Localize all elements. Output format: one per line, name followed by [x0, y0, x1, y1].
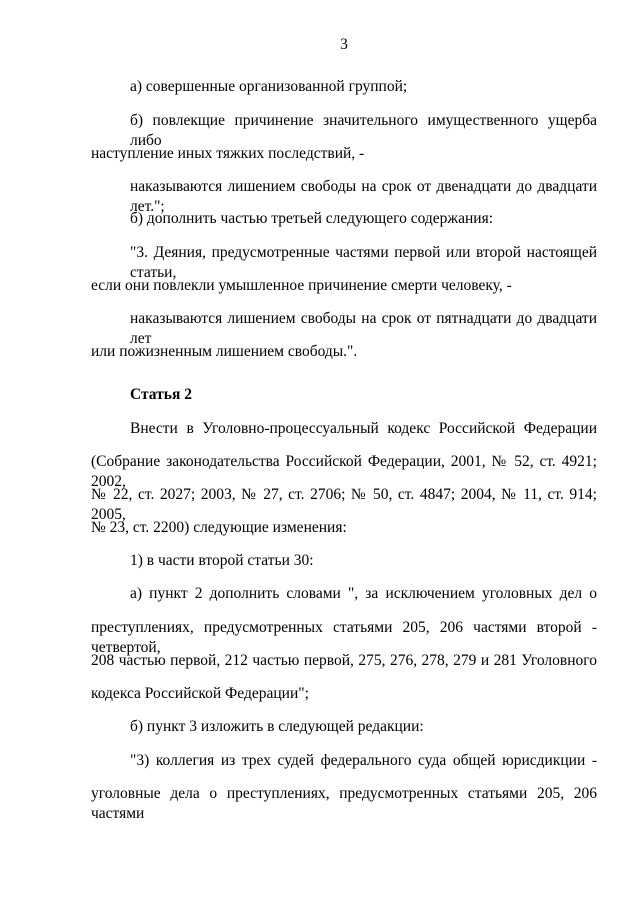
text-line: наступление иных тяжких последствий, - [91, 145, 365, 162]
text-line: Внести в Уголовно-процессуальный кодекс Российской Федерации [130, 420, 597, 437]
text-line: а) совершенные организованной группой; [130, 78, 408, 95]
text-line: 1) в части второй статьи 30: [130, 552, 314, 569]
text-line: кодекса Российской Федерации"; [91, 685, 309, 702]
text-line: б) дополнить частью третьей следующего содержания: [130, 210, 494, 227]
text-line: уголовные дела о преступлениях, предусмотренных статьями 205, 206 частями [91, 785, 597, 822]
article-heading: Статья 2 [130, 386, 192, 403]
page-number: 3 [340, 36, 348, 53]
text-line: № 22, ст. 2027; 2003, № 27, ст. 2706; № 50, ст. 4847; 2004, № 11, ст. 914; 2005, [91, 486, 597, 523]
text-line: б) повлекщие причинение значительного имущественного ущерба либо [130, 112, 597, 149]
text-line: № 23, ст. 2200) следующие изменения: [91, 519, 347, 536]
text-line: наказываются лишением свободы на срок от пятнадцати до двадцати лет [130, 310, 597, 347]
text-line: "3) коллегия из трех судей федерального суда общей юрисдикции - [130, 752, 597, 769]
text-line: (Собрание законодательства Российской Федерации, 2001, № 52, ст. 4921; 2002, [91, 453, 597, 490]
text-line: преступлениях, предусмотренных статьями 205, 206 частями второй - четвертой, [91, 619, 597, 656]
text-line: наказываются лишением свободы на срок от двенадцати до двадцати лет."; [130, 178, 597, 215]
text-line: "3. Деяния, предусмотренные частями первой или второй настоящей статьи, [130, 244, 597, 281]
text-line: или пожизненным лишением свободы.". [91, 343, 358, 360]
text-line: б) пункт 3 изложить в следующей редакции: [130, 718, 424, 735]
text-line: а) пункт 2 дополнить словами ", за исключением уголовных дел о [130, 585, 597, 602]
text-line: 208 частью первой, 212 частью первой, 275, 276, 278, 279 и 281 Уголовного [91, 652, 597, 669]
text-line: если они повлекли умышленное причинение смерти человеку, - [91, 277, 512, 294]
